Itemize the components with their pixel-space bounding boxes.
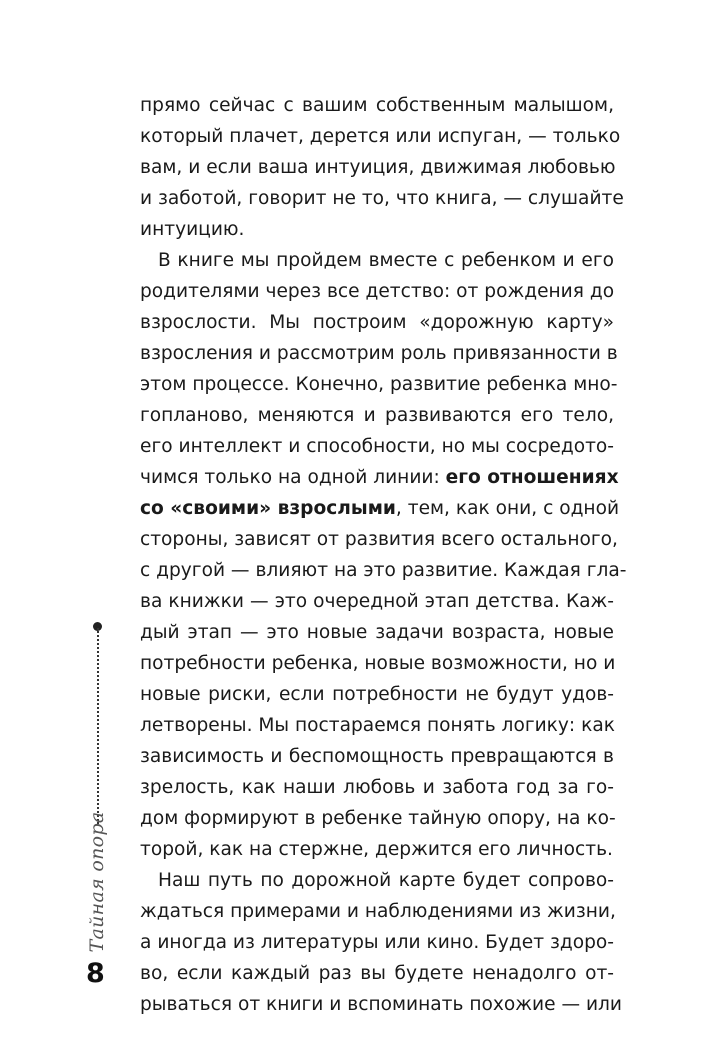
text-line: во, если каждый раз вы будете ненадолго от- [140,963,614,984]
text-line: с другой — влияют на это развитие. Каждая гла- [140,560,627,581]
text-line: зависимость и беспомощность превращаются в [140,746,614,767]
text-line: гопланово, меняются и развиваются его тело, [140,405,614,426]
text-line: а иногда из литературы или кино. Будет здоро- [140,932,614,953]
text-line: который плачет, дерется или испуган, — только [140,126,621,147]
text-line: и заботой, говорит не то, что книга, — слушайте [140,188,624,209]
text-line: ждаться примерами и наблюдениями из жизни, [140,901,616,922]
margin-dotted-rule [97,628,99,824]
bold-phrase: его отношениях [445,467,619,488]
text-line: дом формируют в ребенке тайную опору, на ко- [140,808,616,829]
text-line: стороны, зависят от развития всего остального, [140,529,618,550]
text-line: новые риски, если потребности не будут удов- [140,684,614,705]
text-line: дый этап — это новые задачи возраста, новые [140,622,614,643]
bold-phrase: со «своими» взрослыми [140,498,396,519]
text-line: родителями через все детство: от рождения до [140,281,615,302]
text-line: ва книжки — это очередной этап детства. Каж- [140,591,614,612]
running-title: Тайная опора [86,811,108,953]
text-line: интуицию. [140,219,245,240]
body-text [140,90,627,1020]
text-line-with-bold [140,493,620,524]
text-line: рываться от книги и вспоминать похожие — или [140,994,623,1015]
text-line: потребности ребенка, новые возможности, но и [140,653,616,674]
text-line: зрелость, как наши любовь и забота год за го- [140,777,614,798]
text-line-with-bold [140,462,619,493]
text-line: взросления и рассмотрим роль привязанности в [140,343,618,364]
text-line: его интеллект и способности, но мы сосредото- [140,436,614,457]
text-segment: , тем, как они, с одной [395,498,620,519]
text-line: взрослости. Мы построим «дорожную карту» [140,312,614,333]
text-segment: чимся только на одной линии: [140,467,446,488]
page-number: 8 [86,958,105,989]
text-line: летворены. Мы постараемся понять логику: как [140,715,615,736]
text-line: вам, и если ваша интуиция, движимая любовью [140,157,616,178]
text-line: этом процессе. Конечно, развитие ребенка мно- [140,374,618,395]
text-line: В книге мы пройдем вместе с ребенком и его [158,250,614,271]
text-line: прямо сейчас с вашим собственным малышом, [140,95,614,116]
text-line: Наш путь по дорожной карте будет сопрово- [158,870,614,891]
text-line: торой, как на стержне, держится его личность. [140,839,613,860]
